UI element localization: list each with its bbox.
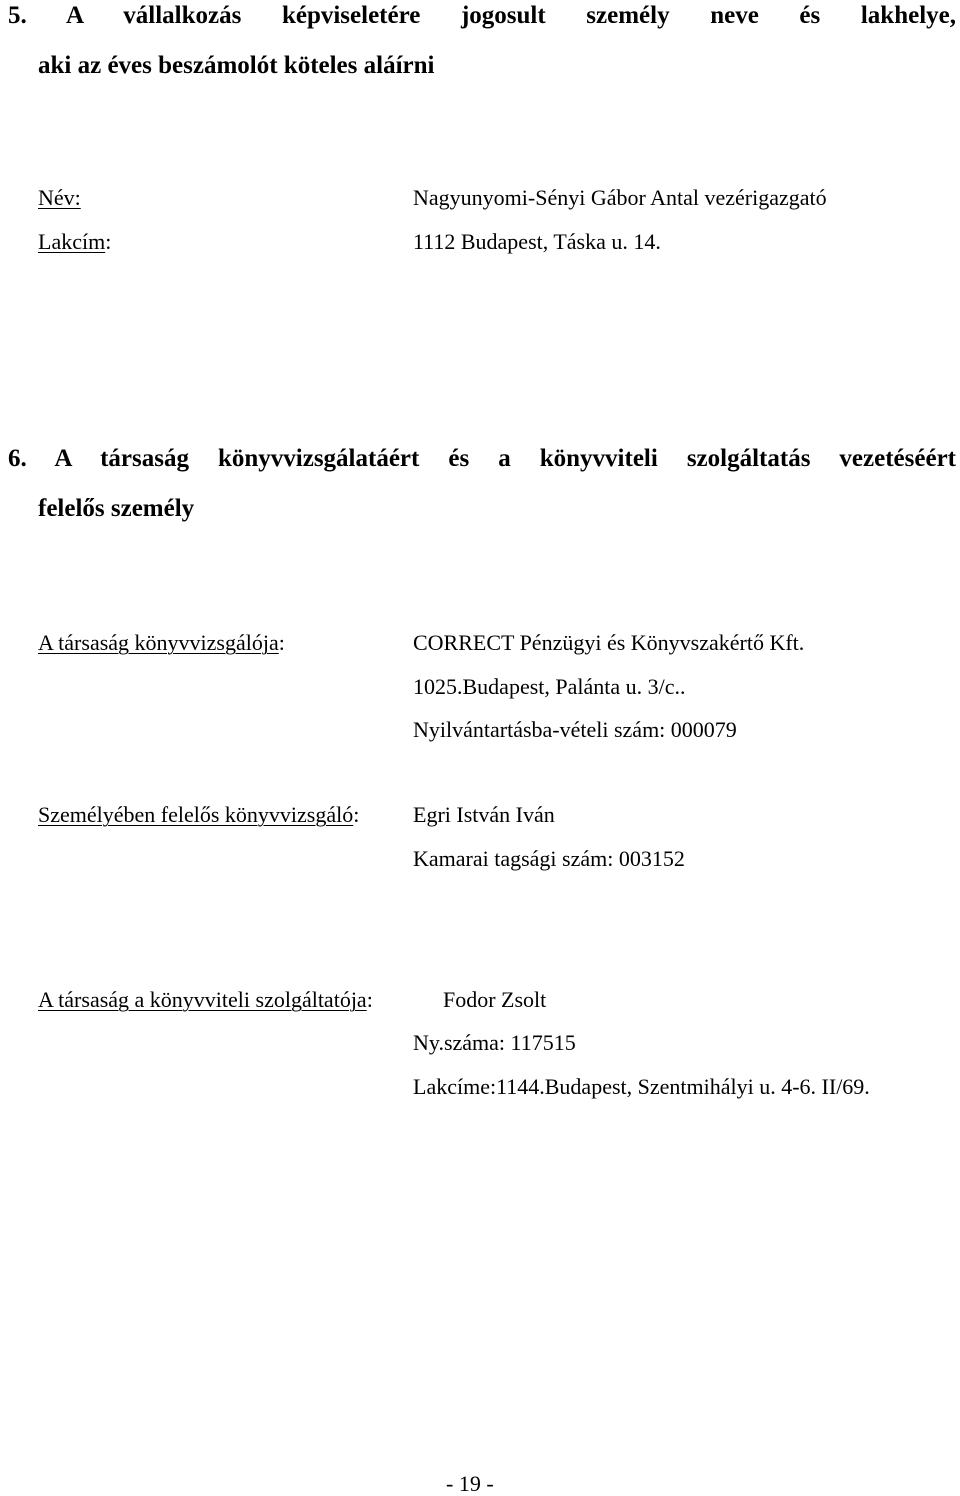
auditor-label-text: A társaság könyvvizsgálója xyxy=(38,630,279,655)
bookkeeper-line: Lakcíme:1144.Budapest, Szentmihályi u. 4-6. II/69. xyxy=(413,1074,870,1099)
address-label-colon: : xyxy=(105,229,112,254)
address-label-text: Lakcím xyxy=(38,229,106,254)
bookkeeper-line: Fodor Zsolt xyxy=(443,987,547,1012)
responsible-auditor-label xyxy=(38,804,359,826)
auditor-line: 1025.Budapest, Palánta u. 3/c.. xyxy=(413,674,686,699)
auditor-line: Nyilvántartásba-vételi szám: 000079 xyxy=(413,717,737,742)
responsible-auditor-label-colon: : xyxy=(353,802,360,827)
responsible-auditor-label-text: Személyében felelős könyvvizsgáló xyxy=(38,802,354,827)
address-value: 1112 Budapest, Táska u. 14. xyxy=(413,229,661,254)
auditor-line: CORRECT Pénzügyi és Könyvszakértő Kft. xyxy=(413,630,805,655)
name-label xyxy=(38,187,81,209)
bookkeeper-label xyxy=(38,989,373,1011)
name-label-text: Név: xyxy=(38,185,81,210)
section-6-heading-line-2: felelős személy xyxy=(38,495,195,522)
auditor-label xyxy=(38,632,285,654)
section-5-heading-line-2: aki az éves beszámolót köteles aláírni xyxy=(38,52,435,79)
responsible-auditor-line: Kamarai tagsági szám: 003152 xyxy=(413,846,685,871)
responsible-auditor-line: Egri István Iván xyxy=(413,802,555,827)
section-5-heading-line-1: 5. A vállalkozás képviseletére jogosult személy neve és lakhelye, xyxy=(8,2,956,29)
bookkeeper-line: Ny.száma: 117515 xyxy=(413,1030,576,1055)
auditor-label-colon: : xyxy=(278,630,285,655)
bookkeeper-label-colon: : xyxy=(366,987,373,1012)
address-label xyxy=(38,231,111,253)
section-6-heading-line-1: 6. A társaság könyvvizsgálatáért és a könyvviteli szolgáltatás vezetéséért xyxy=(8,445,956,472)
page-number: - 19 - xyxy=(446,1471,494,1496)
name-value: Nagyunyomi-Sényi Gábor Antal vezérigazgató xyxy=(413,185,827,210)
bookkeeper-label-text: A társaság a könyvviteli szolgáltatója xyxy=(38,987,367,1012)
